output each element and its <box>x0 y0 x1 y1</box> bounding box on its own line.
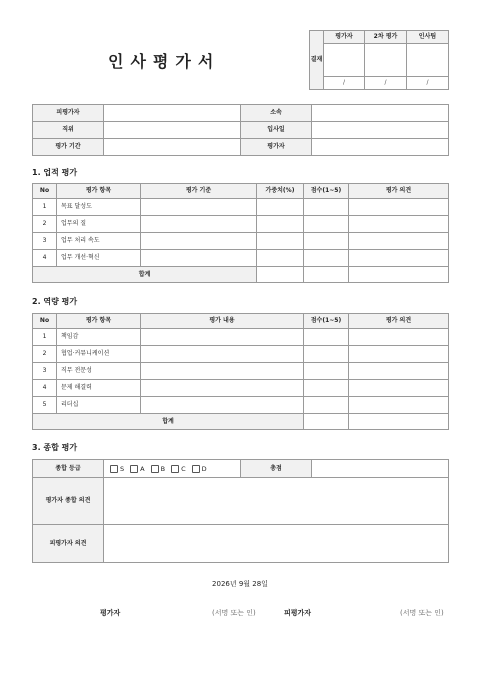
evaluatee-field[interactable] <box>104 105 241 122</box>
total-score-cell[interactable] <box>304 414 349 430</box>
weight-cell[interactable] <box>257 199 304 216</box>
score-cell[interactable] <box>304 397 349 414</box>
document-title: 인사평가서 <box>108 52 221 71</box>
approval-date-cell[interactable]: / <box>365 77 407 90</box>
label-evaluatee-opinion: 피평가자 의견 <box>33 525 104 563</box>
info-table <box>32 104 449 156</box>
opinion-cell[interactable] <box>349 363 449 380</box>
approval-sign-cell[interactable] <box>407 44 449 77</box>
label-period: 평가 기간 <box>33 139 104 156</box>
row-number: 1 <box>33 329 57 346</box>
approval-date-cell[interactable]: / <box>407 77 449 90</box>
table-row <box>33 329 449 346</box>
col-item: 평가 항목 <box>57 314 141 329</box>
label-total-score: 총점 <box>241 460 312 478</box>
grade-checkbox[interactable] <box>130 465 138 473</box>
document-date: 2026년 9월 28일 <box>212 580 268 588</box>
score-cell[interactable] <box>304 216 349 233</box>
section1-heading: 1. 업적 평가 <box>32 168 78 177</box>
evaluator-sign-label: 평가자 <box>100 609 121 617</box>
grade-checkbox[interactable] <box>151 465 159 473</box>
col-opinion: 평가 의견 <box>349 184 449 199</box>
criteria-cell[interactable] <box>141 233 257 250</box>
hire-date-field[interactable] <box>312 122 449 139</box>
table-row <box>33 250 449 267</box>
row-number: 4 <box>33 380 57 397</box>
score-cell[interactable] <box>304 363 349 380</box>
total-label: 합계 <box>33 414 304 430</box>
performance-table <box>32 183 449 283</box>
row-item: 업무 개선·혁신 <box>57 250 141 267</box>
grade-option-label: S <box>120 464 125 473</box>
grade-option-label: B <box>160 464 166 473</box>
score-cell[interactable] <box>304 233 349 250</box>
row-item: 직무 전문성 <box>57 363 141 380</box>
col-score: 점수(1~5) <box>304 314 349 329</box>
section3-heading: 3. 종합 평가 <box>32 443 78 452</box>
total-score-cell[interactable] <box>304 267 349 283</box>
row-item: 리더십 <box>57 397 141 414</box>
grade-options <box>104 460 241 478</box>
label-evaluator: 평가자 <box>241 139 312 156</box>
opinion-cell[interactable] <box>349 397 449 414</box>
col-weight: 가중치(%) <box>257 184 304 199</box>
label-evaluator-opinion: 평가자 종합 의견 <box>33 478 104 525</box>
content-cell[interactable] <box>141 380 304 397</box>
col-criteria: 평가 기준 <box>141 184 257 199</box>
evaluatee-opinion-field[interactable] <box>104 525 449 563</box>
period-field[interactable] <box>104 139 241 156</box>
evaluatee-sign-label: 피평가자 <box>284 609 312 617</box>
row-number: 2 <box>33 216 57 233</box>
approval-column-hr: 인사팀 <box>407 31 449 44</box>
col-opinion: 평가 의견 <box>349 314 449 329</box>
evaluatee-sign-hint[interactable]: (서명 또는 인) <box>400 609 444 617</box>
row-item: 문제 해결력 <box>57 380 141 397</box>
col-item: 평가 항목 <box>57 184 141 199</box>
row-item: 목표 달성도 <box>57 199 141 216</box>
competency-table <box>32 313 449 430</box>
grade-option-label: C <box>181 464 186 473</box>
evaluator-sign-hint[interactable]: (서명 또는 인) <box>212 609 256 617</box>
col-score: 점수(1~5) <box>304 184 349 199</box>
grade-option-label: D <box>201 464 207 473</box>
weight-cell[interactable] <box>257 233 304 250</box>
approval-sign-cell[interactable] <box>365 44 407 77</box>
table-row <box>33 397 449 414</box>
score-cell[interactable] <box>304 199 349 216</box>
weight-cell[interactable] <box>257 250 304 267</box>
table-row <box>33 380 449 397</box>
criteria-cell[interactable] <box>141 199 257 216</box>
opinion-cell[interactable] <box>349 233 449 250</box>
evaluator-opinion-field[interactable] <box>104 478 449 525</box>
approval-sign-cell[interactable] <box>324 44 365 77</box>
opinion-cell[interactable] <box>349 346 449 363</box>
row-number: 3 <box>33 233 57 250</box>
total-label: 합계 <box>33 267 257 283</box>
approval-table <box>309 30 449 90</box>
score-cell[interactable] <box>304 380 349 397</box>
row-number: 2 <box>33 346 57 363</box>
grade-checkbox[interactable] <box>110 465 118 473</box>
grade-option-label: A <box>140 464 145 473</box>
content-cell[interactable] <box>141 363 304 380</box>
content-cell[interactable] <box>141 329 304 346</box>
label-position: 직위 <box>33 122 104 139</box>
score-cell[interactable] <box>304 346 349 363</box>
department-field[interactable] <box>312 105 449 122</box>
label-department: 소속 <box>241 105 312 122</box>
row-item: 협업·커뮤니케이션 <box>57 346 141 363</box>
total-score-field[interactable] <box>312 460 449 478</box>
table-row <box>33 233 449 250</box>
criteria-cell[interactable] <box>141 216 257 233</box>
evaluator-field[interactable] <box>312 139 449 156</box>
section2-heading: 2. 역량 평가 <box>32 297 78 306</box>
opinion-cell[interactable] <box>349 199 449 216</box>
approval-column-evaluator: 평가자 <box>324 31 365 44</box>
table-row <box>33 346 449 363</box>
grade-checkbox[interactable] <box>192 465 200 473</box>
criteria-cell[interactable] <box>141 250 257 267</box>
col-content: 평가 내용 <box>141 314 304 329</box>
score-cell[interactable] <box>304 250 349 267</box>
row-number: 3 <box>33 363 57 380</box>
table-row <box>33 199 449 216</box>
score-cell[interactable] <box>304 329 349 346</box>
row-item: 업무의 질 <box>57 216 141 233</box>
label-hire-date: 입사일 <box>241 122 312 139</box>
col-no: No <box>33 314 57 329</box>
col-no: No <box>33 184 57 199</box>
approval-column-second: 2차 평가 <box>365 31 407 44</box>
grade-checkbox[interactable] <box>171 465 179 473</box>
approval-date-cell[interactable]: / <box>324 77 365 90</box>
overall-table <box>32 459 449 563</box>
opinion-cell[interactable] <box>349 216 449 233</box>
table-row <box>33 363 449 380</box>
total-weight-cell[interactable] <box>257 267 304 283</box>
total-opinion-cell[interactable] <box>349 414 449 430</box>
opinion-cell[interactable] <box>349 380 449 397</box>
label-evaluatee: 피평가자 <box>33 105 104 122</box>
row-item: 업무 처리 속도 <box>57 233 141 250</box>
row-number: 5 <box>33 397 57 414</box>
opinion-cell[interactable] <box>349 250 449 267</box>
label-grade: 종합 등급 <box>33 460 104 478</box>
row-number: 1 <box>33 199 57 216</box>
table-row <box>33 216 449 233</box>
position-field[interactable] <box>104 122 241 139</box>
weight-cell[interactable] <box>257 216 304 233</box>
content-cell[interactable] <box>141 346 304 363</box>
content-cell[interactable] <box>141 397 304 414</box>
row-item: 책임감 <box>57 329 141 346</box>
total-opinion-cell[interactable] <box>349 267 449 283</box>
approval-side-label: 결재 <box>310 31 324 90</box>
opinion-cell[interactable] <box>349 329 449 346</box>
row-number: 4 <box>33 250 57 267</box>
